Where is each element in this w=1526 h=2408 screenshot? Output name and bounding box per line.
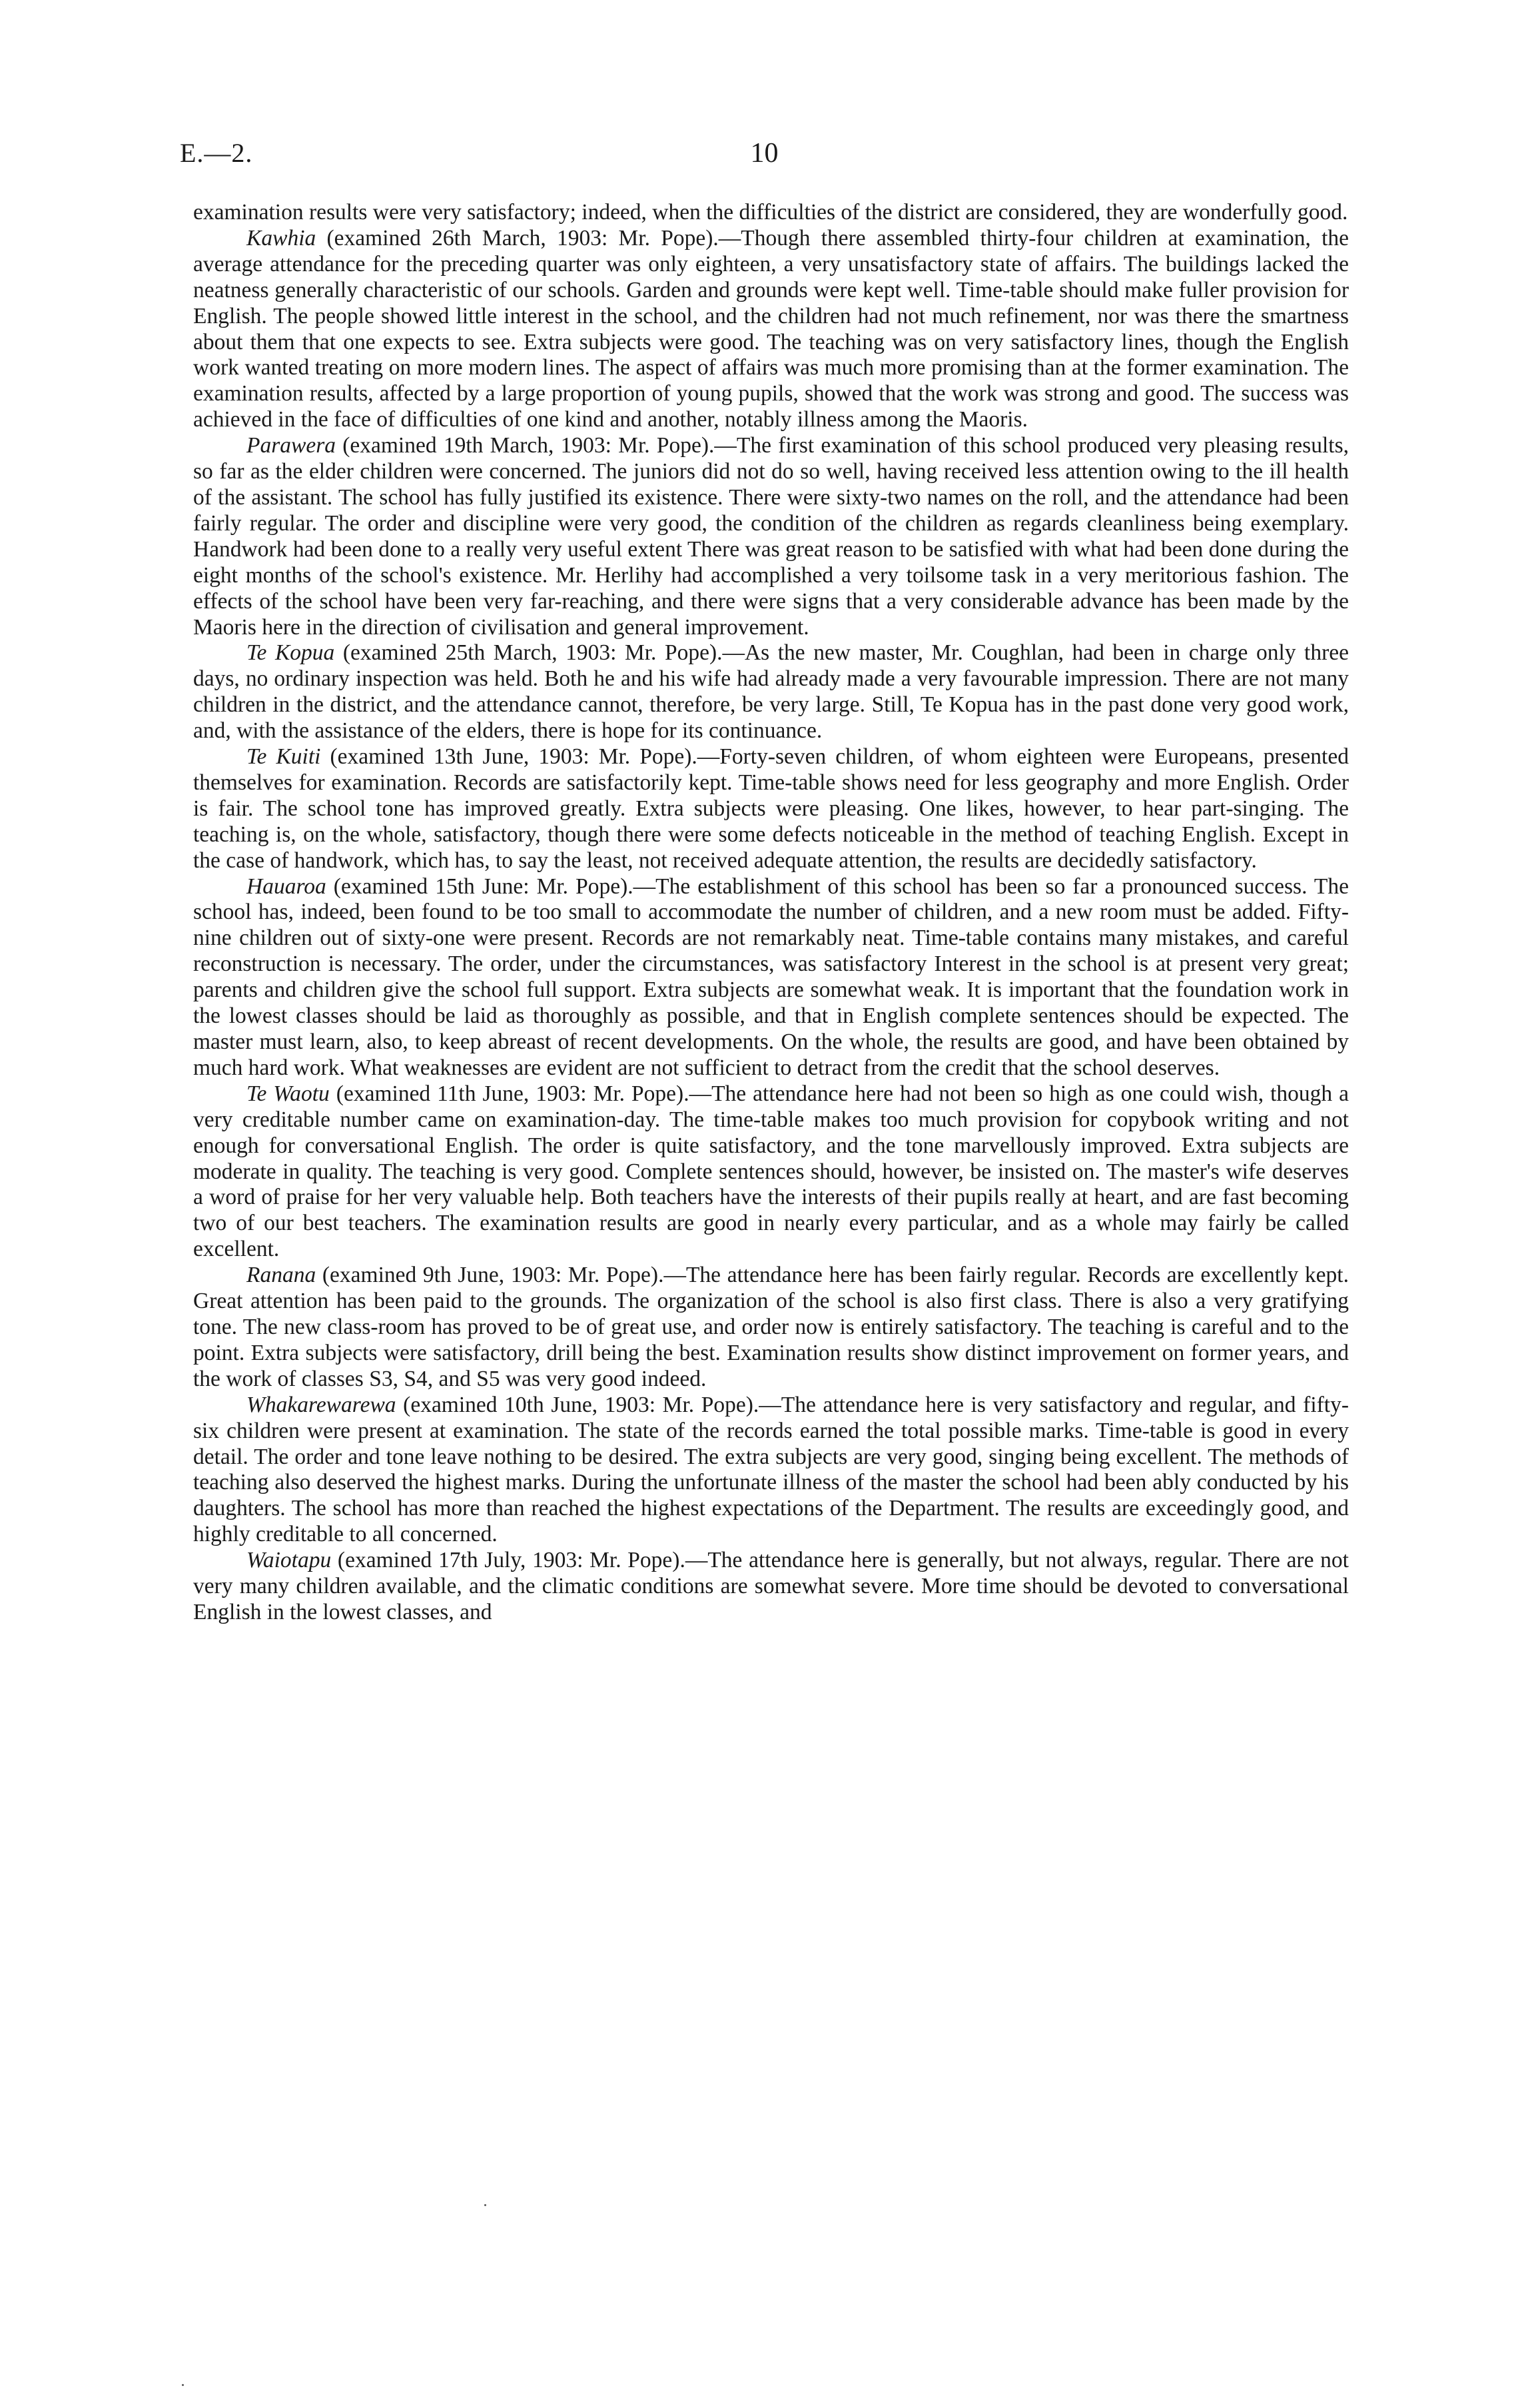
entry-hauaroa	[193, 874, 1349, 1081]
entry-text: (examined 26th March, 1903: Mr. Pope).—Though there assembled thirty-four children at examination, the average attendance for the preceding quarter was only eighteen, a very unsatisfactory state of affairs. The buildings lacked the neatness generally characteristic of our schools. Garden and grounds were kept well. Time-table should make fuller provision for English. The people showed little interest in the school, and the children had not much refinement, nor was there the smartness about them that one expects to see. Extra subjects were good. The teaching was on very satisfactory lines, though the English work wanted treating on more modern lines. The aspect of affairs was much more promising than at the former examination. The examination results, affected by a large proportion of young pupils, showed that the work was strong and good. The success was achieved in the face of difficulties of one kind and another, notably illness among the Maoris.	[193, 225, 1349, 432]
entry-text: (examined 13th June, 1903: Mr. Pope).—Forty-seven children, of whom eighteen were Europeans, presented themselves for examination. Records are satisfactorily kept. Time-table shows need for less geography and more English. Order is fair. The school tone has improved greatly. Extra subjects were pleasing. One likes, however, to hear part-singing. The teaching is, on the whole, satisfactory, though there were some defects noticeable in the method of teaching English. Except in the case of handwork, which has, to say the least, not received adequate attention, the results are decidedly satisfactory.	[193, 744, 1349, 873]
scan-speck	[484, 2204, 486, 2206]
place-name: Whakarewarewa	[246, 1392, 396, 1417]
place-name: Ranana	[246, 1263, 316, 1288]
entry-text: (examined 25th March, 1903: Mr. Pope).—As the new master, Mr. Coughlan, had been in charge only three days, no ordinary inspection was held. Both he and his wife had already made a very favourable impression. There are not many children in the district, and the attendance cannot, therefore, be very large. Still, Te Kopua has in the past done very good work, and, with the assistance of the elders, there is hope for its continuance.	[193, 640, 1349, 744]
entry-whakarewarewa	[193, 1393, 1349, 1548]
place-name: Te Kopua	[246, 640, 335, 666]
entry-kawhia	[193, 226, 1349, 433]
place-name: Hauaroa	[246, 874, 326, 899]
entry-text: (examined 11th June, 1903: Mr. Pope).—The attendance here had not been so high as one could wish, though a very creditable number came on examination-day. The time-table makes too much provision for copybook writing and not enough for conversational English. The order is quite satisfactory, and the tone marvellously improved. Extra subjects are moderate in quality. The teaching is very good. Complete sentences should, however, be insisted on. The master's wife deserves a word of praise for her very valuable help. Both teachers have the interests of their pupils really at heart, and are fast becoming two of our best teachers. The examination results are good in nearly every particular, and as a whole may fairly be called excellent.	[193, 1081, 1349, 1262]
entry-te-kuiti	[193, 744, 1349, 874]
place-name: Waiotapu	[246, 1548, 332, 1573]
place-name: Parawera	[246, 433, 336, 458]
entry-te-waotu	[193, 1081, 1349, 1263]
scan-speck	[182, 2384, 184, 2386]
entry-parawera	[193, 433, 1349, 640]
place-name: Kawhia	[246, 225, 316, 251]
place-name: Te Kuiti	[246, 744, 321, 770]
entry-ranana	[193, 1263, 1349, 1393]
entry-text: (examined 9th June, 1903: Mr. Pope).—The attendance here has been fairly regular. Records are excellently kept. Great attention has been paid to the grounds. The organization of the school is also first class. There is also a very gratifying tone. The new class-room has proved to be of great use, and order now is entirely satisfactory. The teaching is careful and to the point. Extra subjects were satisfactory, drill being the best. Examination results show distinct improvement on former years, and the work of classes S3, S4, and S5 was very good indeed.	[193, 1263, 1349, 1391]
place-name: Te Waotu	[246, 1081, 330, 1106]
page-header	[180, 137, 1349, 177]
page-number: 10	[750, 138, 779, 169]
document-reference: E.—2.	[180, 138, 253, 168]
entry-text: (examined 17th July, 1903: Mr. Pope).—The attendance here is generally, but not always, regular. There are not very many children available, and the climatic conditions are somewhat severe. More time should be devoted to conversational English in the lowest classes, and	[193, 1548, 1349, 1624]
entry-text: (examined 15th June: Mr. Pope).—The establishment of this school has been so far a pronounced success. The school has, indeed, been found to be too small to accommodate the number of children, and a new room must be added. Fifty-nine children out of sixty-one were present. Records are not remarkably neat. Time-table contains many mistakes, and careful reconstruction is necessary. The order, under the circumstances, was satisfactory Interest in the school is at present very great; parents and children give the school full support. Extra subjects are somewhat weak. It is important that the foundation work in the lowest classes should be laid as thoroughly as possible, and that in English complete sentences should be expected. The master must learn, also, to keep abreast of recent developments. On the whole, the results are good, and have been obtained by much hard work. What weaknesses are evident are not sufficient to detract from the credit that the school deserves.	[193, 874, 1349, 1080]
opening-paragraph: examination results were very satisfactory; indeed, when the difficulties of the district are considered, they are wonderfully good.	[193, 200, 1348, 225]
entry-text: (examined 19th March, 1903: Mr. Pope).—The first examination of this school produced very pleasing results, so far as the elder children were concerned. The juniors did not do so well, having received less attention owing to the ill health of the assistant. The school has fully justified its existence. There were sixty-two names on the roll, and the attendance had been fairly regular. The order and discipline were very good, the condition of the children as regards cleanliness being exemplary. Handwork had been done to a really very useful extent There was great reason to be satisfied with what had been done during the eight months of the school's existence. Mr. Herlihy had accomplished a very toilsome task in a very meritorious fashion. The effects of the school have been very far-reaching, and there were signs that a very considerable advance has been made by the Maoris here in the direction of civilisation and general improvement.	[193, 433, 1349, 640]
entry-text: (examined 10th June, 1903: Mr. Pope).—The attendance here is very satisfactory and regular, and fifty-six children were present at examination. The state of the records earned the total possible marks. Time-table is good in every detail. The order and tone leave nothing to be desired. The extra subjects are very good, singing being excellent. The methods of teaching also deserved the highest marks. During the unfortunate illness of the master the school had been ably conducted by his daughters. The school has more than reached the highest expectations of the Department. The results are exceedingly good, and highly creditable to all concerned.	[193, 1392, 1349, 1547]
entry-te-kopua	[193, 640, 1349, 744]
report-body	[193, 200, 1349, 1626]
entry-waiotapu	[193, 1548, 1349, 1626]
